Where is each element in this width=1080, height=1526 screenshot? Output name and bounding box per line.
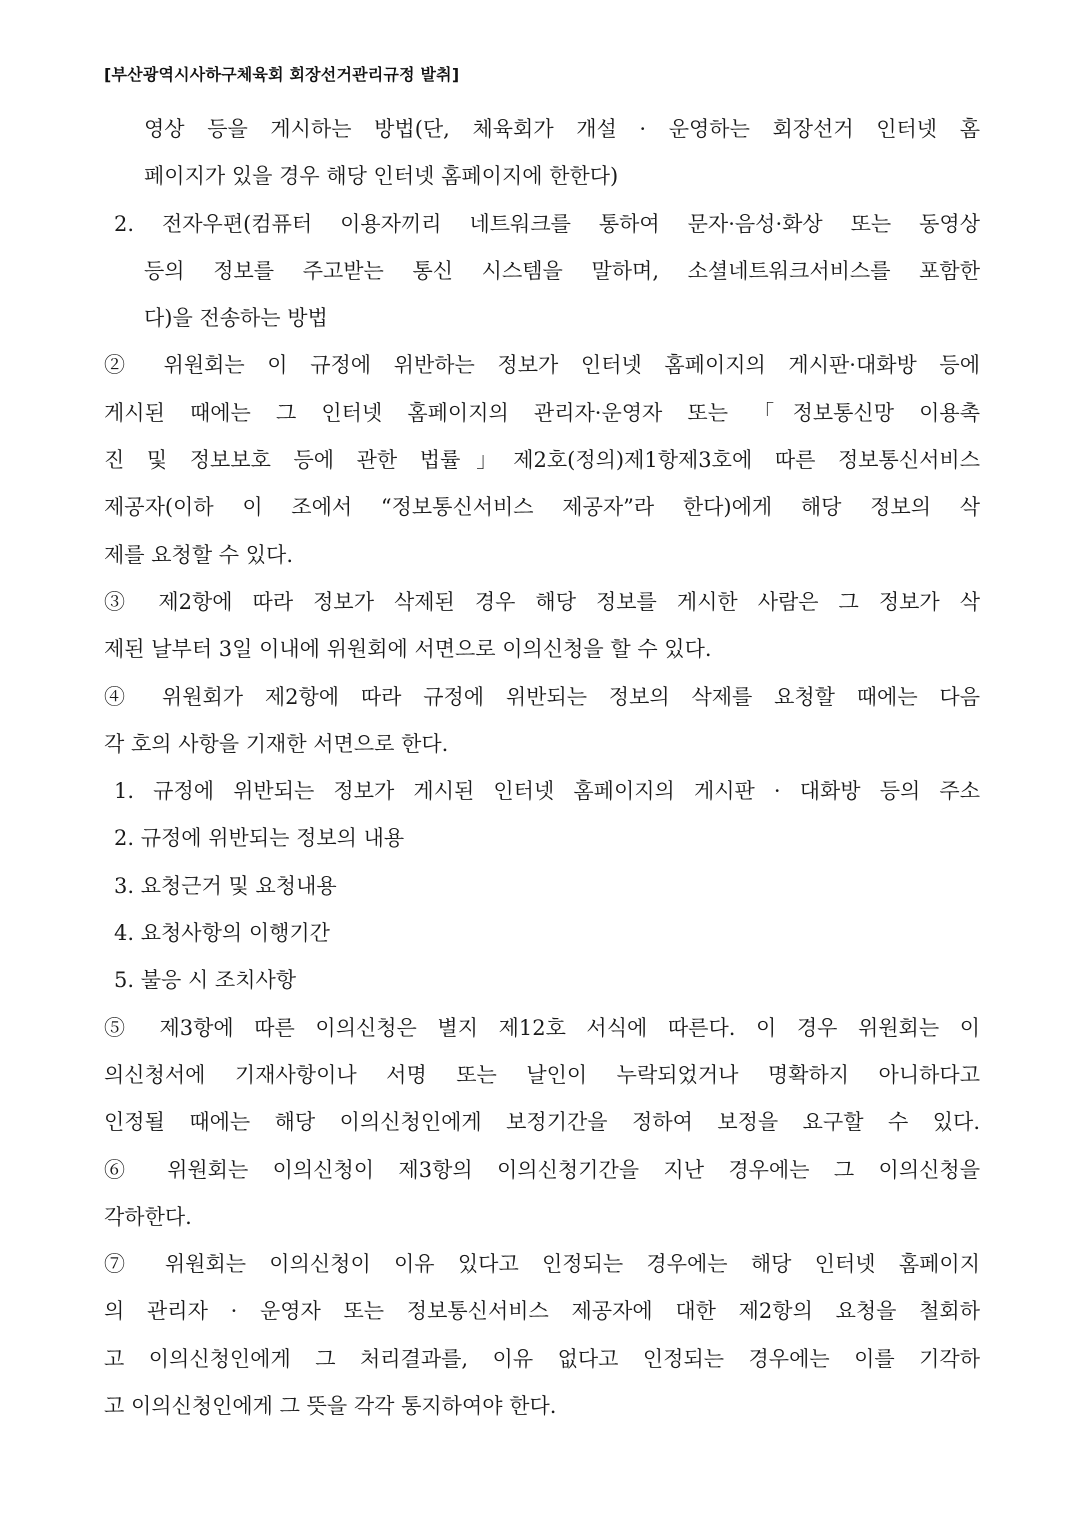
text-line: 고 이의신청인에게 그 처리결과를, 이유 없다고 인정되는 경우에는 이를 기각하: [104, 1346, 980, 1371]
document-header: [부산광역시사하구체육회 회장선거관리규정 발취]: [104, 65, 460, 84]
list-item: 4. 요청사항의 이행기간: [114, 921, 330, 946]
list-item: 3. 요청근거 및 요청내용: [114, 873, 337, 898]
paragraph-3: ③ 제2항에 따라 정보가 삭제된 경우 해당 정보를 게시한 사람은 그 정보가 삭: [104, 589, 980, 614]
list-item: 2. 규정에 위반되는 정보의 내용: [114, 826, 405, 851]
text-line: 페이지가 있을 경우 해당 인터넷 홈페이지에 한한다): [144, 164, 619, 189]
list-item: 1. 규정에 위반되는 정보가 게시된 인터넷 홈페이지의 게시판 · 대화방 등의 주소: [114, 779, 980, 804]
text-line: 고 이의신청인에게 그 뜻을 각각 통지하여야 한다.: [104, 1394, 557, 1419]
list-item: 5. 불응 시 조치사항: [114, 968, 297, 993]
text-line: 다)을 전송하는 방법: [144, 306, 328, 331]
text-line: 영상 등을 게시하는 방법(단, 체육회가 개설 · 운영하는 회장선거 인터넷 홈: [144, 117, 980, 141]
paragraph-5: ⑤ 제3항에 따른 이의신청은 별지 제12호 서식에 따른다. 이 경우 위원회는 이: [104, 1015, 980, 1040]
text-line: 제공자(이하 이 조에서 “정보통신서비스 제공자”라 한다)에게 해당 정보의 삭: [104, 495, 980, 520]
paragraph-6: ⑥ 위원회는 이의신청이 제3항의 이의신청기간을 지난 경우에는 그 이의신청을: [104, 1157, 980, 1182]
text-line: 의신청서에 기재사항이나 서명 또는 날인이 누락되었거나 명확하지 아니하다고: [104, 1062, 980, 1087]
paragraph-4: ④ 위원회가 제2항에 따라 규정에 위반되는 정보의 삭제를 요청할 때에는 다음: [104, 684, 980, 709]
paragraph-2: ② 위원회는 이 규정에 위반하는 정보가 인터넷 홈페이지의 게시판·대화방 등에: [104, 353, 980, 378]
text-line: 의 관리자 · 운영자 또는 정보통신서비스 제공자에 대한 제2항의 요청을 철회하: [104, 1299, 980, 1324]
text-line: 등의 정보를 주고받는 통신 시스템을 말하며, 소셜네트워크서비스를 포함한: [144, 258, 980, 283]
text-line: 인정될 때에는 해당 이의신청인에게 보정기간을 정하여 보정을 요구할 수 있다.: [104, 1110, 980, 1135]
text-line: 진 및 정보보호 등에 관한 법률」제2호(정의)제1항제3호에 따른 정보통신서비스: [104, 448, 980, 473]
text-line: 제된 날부터 3일 이내에 위원회에 서면으로 이의신청을 할 수 있다.: [104, 637, 712, 662]
text-line: 각 호의 사항을 기재한 서면으로 한다.: [104, 731, 449, 756]
text-line: 제를 요청할 수 있다.: [104, 542, 293, 567]
list-item: 2. 전자우편(컴퓨터 이용자끼리 네트워크를 통하여 문자·음성·화상 또는 동영상: [114, 211, 980, 236]
paragraph-7: ⑦ 위원회는 이의신청이 이유 있다고 인정되는 경우에는 해당 인터넷 홈페이지: [104, 1252, 980, 1277]
text-line: 각하한다.: [104, 1204, 192, 1229]
document-body: [104, 106, 980, 1430]
text-line: 게시된 때에는 그 인터넷 홈페이지의 관리자·운영자 또는 「정보통신망 이용촉: [104, 400, 980, 425]
